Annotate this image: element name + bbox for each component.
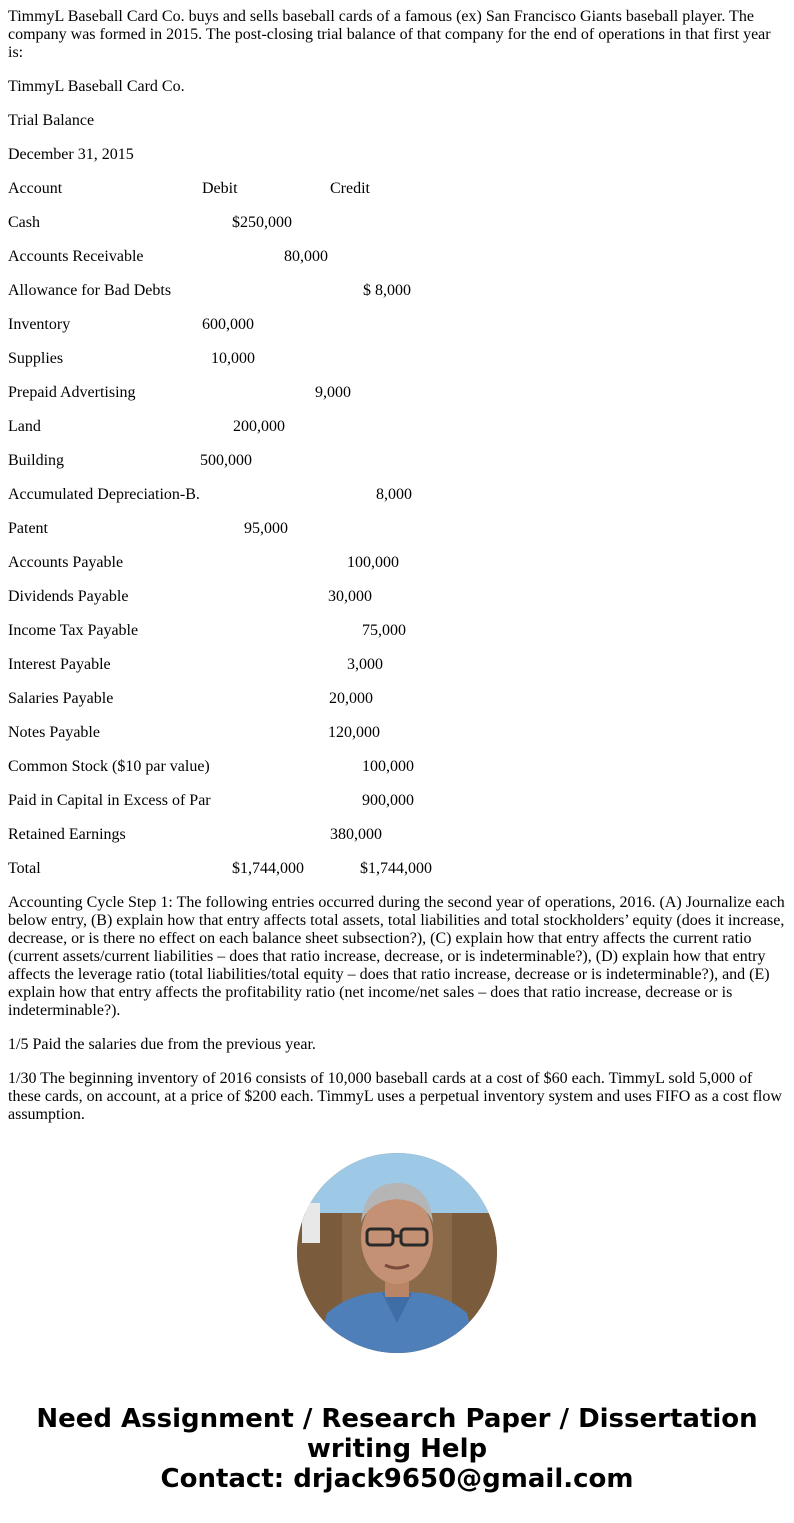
table-row: [8, 384, 786, 402]
table-row: [8, 418, 786, 436]
table-row: [8, 486, 786, 504]
total-credit: $1,744,000: [360, 860, 432, 877]
table-row: [8, 690, 786, 708]
account-amount: 200,000: [233, 418, 285, 435]
table-row: [8, 214, 786, 232]
table-row: [8, 350, 786, 368]
account-amount: 8,000: [376, 486, 412, 503]
account-amount: 900,000: [362, 792, 414, 809]
account-amount: $ 8,000: [363, 282, 411, 299]
promo-line-1: Need Assignment / Research Paper / Dissertation: [36, 1404, 758, 1434]
table-row: [8, 248, 786, 266]
report-title: Trial Balance: [8, 112, 95, 129]
table-row: [8, 520, 786, 538]
account-name: Accounts Receivable: [8, 248, 144, 265]
account-amount: 100,000: [362, 758, 414, 775]
account-amount: 80,000: [284, 248, 328, 265]
table-row: [8, 452, 786, 470]
account-amount: 9,000: [315, 384, 351, 401]
account-name: Allowance for Bad Debts: [8, 282, 172, 299]
table-row: [8, 622, 786, 640]
account-amount: $250,000: [232, 214, 292, 231]
account-name: Notes Payable: [8, 724, 100, 741]
total-label: Total: [8, 860, 41, 877]
account-name: Patent: [8, 520, 48, 537]
total-row: [8, 860, 786, 878]
account-name: Dividends Payable: [8, 588, 129, 605]
avatar: [297, 1153, 497, 1353]
entry-paragraph: 1/5 Paid the salaries due from the previous year.: [8, 1036, 316, 1053]
account-name: Accumulated Depreciation-B.: [8, 486, 200, 503]
table-row: [8, 826, 786, 844]
account-name: Building: [8, 452, 65, 469]
table-row: [8, 758, 786, 776]
account-name: Retained Earnings: [8, 826, 126, 843]
account-amount: 20,000: [329, 690, 373, 707]
report-date: December 31, 2015: [8, 146, 134, 163]
account-amount: 600,000: [202, 316, 254, 333]
debit-header: Debit: [202, 180, 238, 197]
account-name: Paid in Capital in Excess of Par: [8, 792, 211, 809]
account-amount: 95,000: [244, 520, 288, 537]
avatar-portrait-image: [297, 1153, 497, 1353]
total-debit: $1,744,000: [232, 860, 304, 877]
table-row: [8, 656, 786, 674]
intro-paragraph: TimmyL Baseball Card Co. buys and sells baseball cards of a famous (ex) San Francisco Giants baseball player. The company was formed in 2015. The post-closing trial balance of that company for the end of operations in that first year is:: [8, 8, 771, 61]
table-row: [8, 724, 786, 742]
account-name: Income Tax Payable: [8, 622, 139, 639]
entry-paragraph: 1/30 The beginning inventory of 2016 consists of 10,000 baseball cards at a cost of $60 each. TimmyL sold 5,000 of these cards, on account, at a price of $200 each. TimmyL uses a perpetual inventory system and uses FIFO as a cost flow assumption.: [8, 1070, 782, 1123]
account-amount: 500,000: [200, 452, 252, 469]
promo-footer: [0, 1404, 794, 1494]
account-amount: 10,000: [211, 350, 255, 367]
account-name: Common Stock ($10 par value): [8, 758, 210, 775]
account-amount: 380,000: [330, 826, 382, 843]
account-name: Salaries Payable: [8, 690, 114, 707]
column-headers: [8, 180, 786, 198]
account-amount: 30,000: [328, 588, 372, 605]
table-row: [8, 316, 786, 334]
promo-line-2: writing Help: [306, 1434, 488, 1464]
account-header: Account: [8, 180, 63, 197]
account-name: Accounts Payable: [8, 554, 124, 571]
account-name: Prepaid Advertising: [8, 384, 136, 401]
credit-header: Credit: [330, 180, 370, 197]
account-name: Supplies: [8, 350, 64, 367]
table-row: [8, 554, 786, 572]
account-name: Cash: [8, 214, 40, 231]
account-amount: 75,000: [362, 622, 406, 639]
promo-contact: Contact: drjack9650@gmail.com: [160, 1464, 634, 1494]
table-row: [8, 588, 786, 606]
account-name: Interest Payable: [8, 656, 111, 673]
company-name: TimmyL Baseball Card Co.: [8, 78, 185, 95]
instructions-paragraph: Accounting Cycle Step 1: The following entries occurred during the second year of operations, 2016. (A) Journalize each below entry, (B) explain how that entry affects total assets, total liabilities and total stockholders’ equity (does it increase, decrease, or is there no effect on each balance sheet subsection?), (C) explain how that entry affects the current ratio (current assets/current liabilities – does that ratio increase, decrease, or is indeterminable?), (D) explain how that entry affects the leverage ratio (total liabilities/total equity – does that ratio increase, decrease or is indeterminable?), and (E) explain how that entry affects the profitability ratio (net income/net sales – does that ratio increase, decrease or is indeterminable?).: [8, 894, 785, 1019]
account-name: Land: [8, 418, 41, 435]
account-amount: 3,000: [347, 656, 383, 673]
table-row: [8, 282, 786, 300]
account-name: Inventory: [8, 316, 71, 333]
account-amount: 100,000: [347, 554, 399, 571]
table-row: [8, 792, 786, 810]
account-amount: 120,000: [328, 724, 380, 741]
